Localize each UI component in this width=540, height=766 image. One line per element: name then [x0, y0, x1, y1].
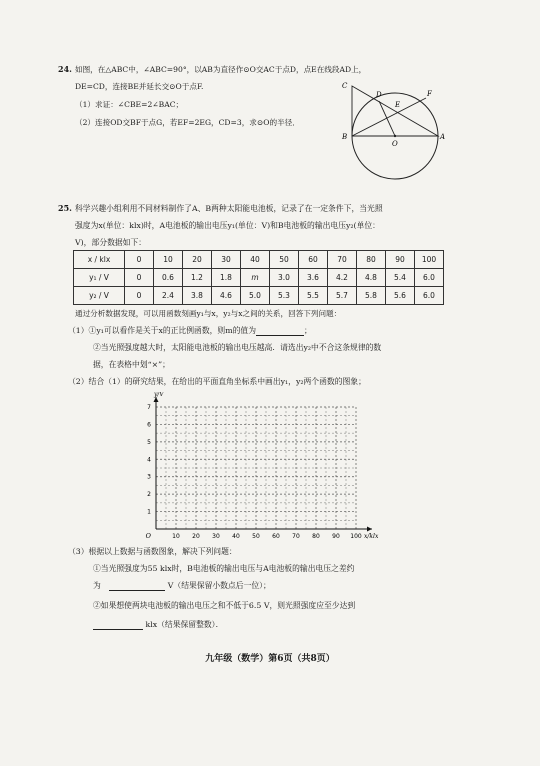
y-tick-label: 5	[147, 438, 151, 446]
q25-part3-2a: ②如果想使两块电池板的输出电压之和不低于6.5 V，则光照强度应至少达到	[93, 601, 356, 610]
x-axis-label: x/klx	[364, 533, 379, 540]
x-tick-label: 60	[272, 533, 280, 540]
q24-part2: （2）连接OD交BF于点G，若EF=2EG，CD=3，求⊙O的半径．	[75, 118, 300, 127]
y-tick-label: 6	[147, 421, 151, 429]
x-tick-label: 50	[252, 533, 260, 540]
table-cell: 4.6	[212, 287, 241, 305]
table-cell: 6.0	[415, 287, 444, 305]
table-cell: 5.6	[386, 287, 415, 305]
label-c: C	[342, 82, 348, 90]
y-tick-label: 2	[147, 491, 151, 499]
table-cell: x / klx	[74, 251, 125, 269]
y-tick-label: 4	[147, 456, 151, 464]
table-cell: 0	[125, 251, 154, 269]
center-point	[394, 135, 396, 137]
table-cell: 40	[241, 251, 270, 269]
page-footer: 九年级（数学）第6页（共8页）	[205, 654, 335, 664]
table-cell: 1.8	[212, 269, 241, 287]
label-e: E	[395, 101, 401, 109]
x-tick-label: 80	[312, 533, 320, 540]
table-cell: 20	[183, 251, 212, 269]
table-cell: 0	[125, 287, 154, 305]
q25-part3-1a: ①当光照强度为55 klx时，B电池板的输出电压与A电池板的输出电压之差约	[93, 564, 355, 573]
coordinate-grid	[138, 392, 400, 547]
table-cell: 3.0	[270, 269, 299, 287]
q25-intro1: 科学兴趣小组利用不同材料制作了A、B两种太阳能电池板，记录了在一定条件下，当光照	[75, 204, 383, 213]
q25-part1-2b: 据，在表格中划“×”；	[93, 360, 170, 369]
table-cell: 2.4	[154, 287, 183, 305]
y-axis-label: y/V	[154, 392, 164, 398]
table-cell: 3.6	[299, 269, 328, 287]
table-cell: 5.8	[357, 287, 386, 305]
table-cell: 4.2	[328, 269, 357, 287]
table-cell: 60	[299, 251, 328, 269]
x-axis-arrow	[367, 527, 372, 532]
table-cell: 5.4	[386, 269, 415, 287]
label-o: O	[392, 140, 398, 148]
table-cell: 10	[154, 251, 183, 269]
y-tick-label: 1	[147, 508, 151, 516]
table-cell: 80	[357, 251, 386, 269]
q25-part3-2b	[93, 619, 223, 630]
q25-analysis: 通过分析数据发现，可以用函数刻画y₁与x，y₂与x之间的关系，回答下列问题：	[75, 309, 342, 318]
table-cell: 0.6	[154, 269, 183, 287]
table-cell: 100	[415, 251, 444, 269]
table-row-y2	[74, 287, 444, 305]
q25-part2: （2）结合（1）的研究结果，在给出的平面直角坐标系中画出y₁，y₂两个函数的图象；	[68, 377, 366, 386]
q24-number: 24.	[58, 64, 72, 74]
q24-line2: DE=CD，连接BE并延长交⊙O于点F.	[75, 82, 204, 91]
y-tick-label: 7	[147, 404, 151, 411]
circle-figure	[338, 76, 453, 204]
table-cell: 3.8	[183, 287, 212, 305]
x-tick-label: 20	[192, 533, 200, 540]
origin-label: O	[145, 532, 151, 540]
table-cell: 5.0	[241, 287, 270, 305]
y-tick-label: 3	[147, 473, 151, 481]
table-cell: 50	[270, 251, 299, 269]
q25-part1-1-end: ；	[304, 326, 312, 335]
q24-line1: 如图，在△ABC中，∠ABC=90°，以AB为直径作⊙O交AC于点D，点E在线段AD上，	[75, 65, 367, 74]
q25-intro3: V)，部分数据如下：	[75, 238, 147, 247]
q25-part3-1b-pre: 为	[93, 581, 101, 590]
table-cell: 0	[125, 269, 154, 287]
table-cell: 90	[386, 251, 415, 269]
data-table	[73, 250, 444, 305]
label-b: B	[342, 133, 348, 141]
x-tick-label: 100	[350, 533, 362, 540]
q25-part3-2b-post: klx（结果保留整数）．	[145, 620, 224, 629]
table-row-x	[74, 251, 444, 269]
x-tick-label: 90	[332, 533, 340, 540]
answer-blank-voltage-diff[interactable]	[109, 581, 165, 591]
answer-blank-m[interactable]	[256, 326, 304, 336]
table-cell: 70	[328, 251, 357, 269]
answer-blank-light[interactable]	[93, 620, 143, 630]
q25-part1-1	[68, 325, 312, 336]
x-tick-label: 40	[232, 533, 240, 540]
table-cell: 5.3	[270, 287, 299, 305]
q25-part1-2a: ②当光照强度越大时，太阳能电池板的输出电压越高．请选出y₂中不合这条规律的数	[93, 343, 382, 352]
table-cell: 5.5	[299, 287, 328, 305]
label-d: D	[376, 91, 382, 99]
table-cell: 6.0	[415, 269, 444, 287]
q25-part3-1b-post: V（结果保留小数点后一位）；	[167, 581, 271, 590]
label-a: A	[440, 133, 446, 141]
table-cell: y₁ / V	[74, 269, 125, 287]
table-cell: 5.7	[328, 287, 357, 305]
q25-part1-1-text: （1）①y₁可以看作是关于x的正比例函数，则m的值为	[68, 326, 257, 335]
table-cell: 4.8	[357, 269, 386, 287]
table-cell: 1.2	[183, 269, 212, 287]
q25-number: 25.	[58, 203, 72, 213]
table-row-y1	[74, 269, 444, 287]
table-cell: m	[241, 269, 270, 287]
q25-intro2: 强度为x(单位：klx)时，A电池板的输出电压y₁(单位：V)和B电池板的输出电压y₂(单位：	[75, 221, 380, 230]
segment-bf	[352, 98, 426, 136]
q25-part3-1b	[93, 580, 271, 591]
label-f: F	[427, 90, 432, 98]
x-tick-label: 10	[172, 533, 180, 540]
table-cell: y₂ / V	[74, 287, 125, 305]
x-tick-label: 70	[292, 533, 300, 540]
table-cell: 30	[212, 251, 241, 269]
q25-part3: （3）根据以上数据与函数图象，解决下列问题：	[68, 547, 237, 556]
q24-part1: （1）求证：∠CBE=2∠BAC；	[75, 100, 184, 109]
x-tick-label: 30	[212, 533, 220, 540]
